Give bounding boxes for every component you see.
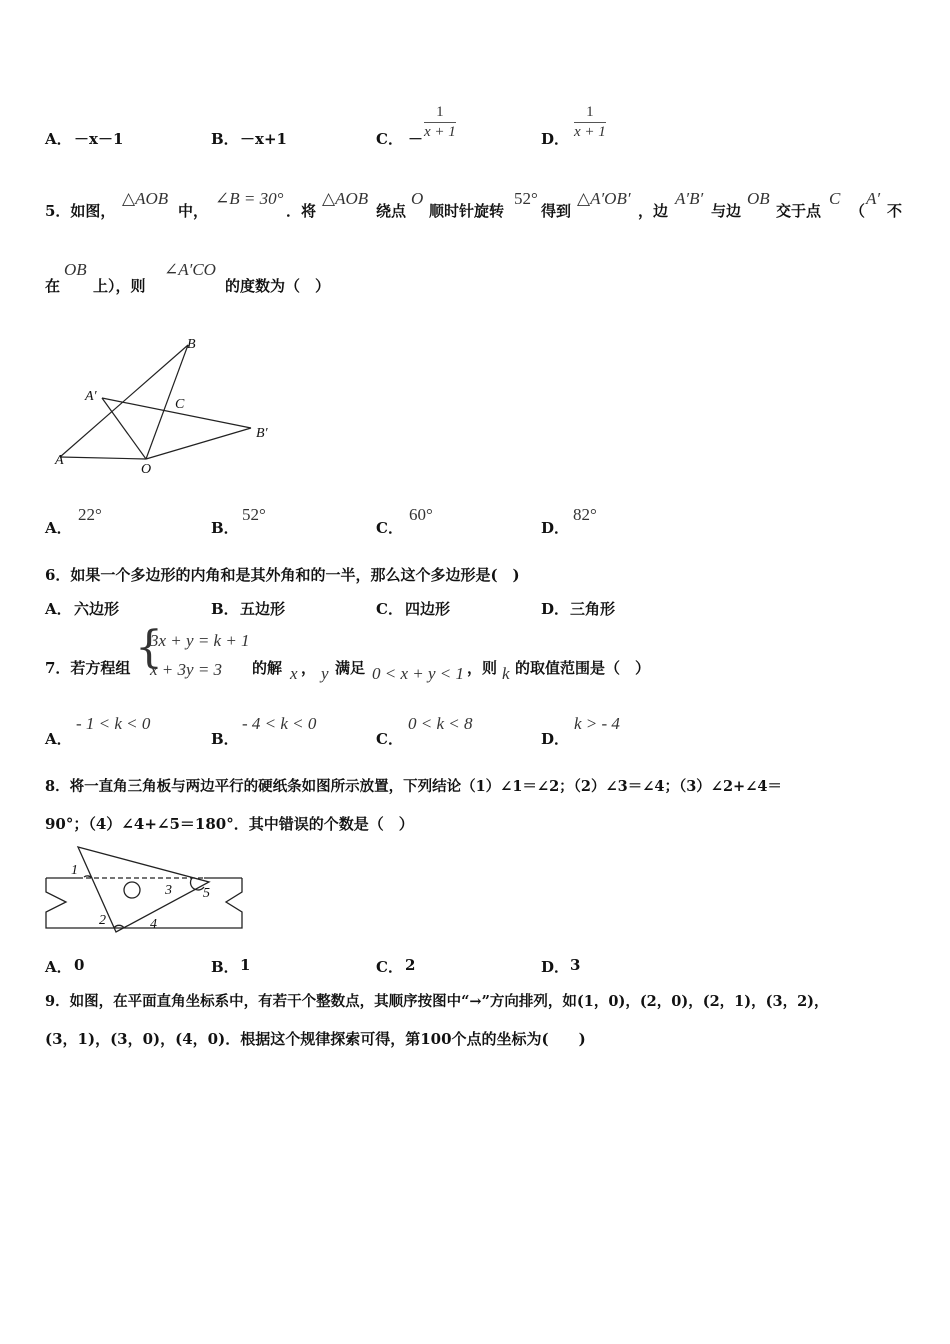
q7-option-b-value: - 4 < k < 0	[242, 714, 317, 733]
q7-equation-2: x + 3y = 3	[150, 660, 223, 679]
q4-option-a-label[interactable]: A．	[45, 130, 72, 148]
set-square-hole	[124, 882, 140, 898]
q7-option-a-value: - 1 < k < 0	[76, 714, 151, 733]
fraction-denominator: x + 1	[574, 124, 606, 140]
q8-option-d-value: 3	[570, 956, 581, 974]
point-label-B: B	[187, 337, 196, 352]
q9-text-line-2: (3，1)，(3，0)，(4，0)．根据这个规律探索可得，第100个点的坐标为( )	[45, 1030, 586, 1048]
q8-option-b-label[interactable]: B．	[211, 958, 239, 976]
q8-text-line-1: 8．将一直角三角板与两边平行的硬纸条如图所示放置，下列结论（1）∠1＝∠2；（2）∠3＝∠4；（3）∠2+∠4＝	[45, 778, 782, 795]
q4-option-a-value: －x－1	[74, 130, 124, 148]
q5-math: C	[829, 189, 841, 208]
point-label-O: O	[141, 462, 152, 477]
q5-text: 不	[887, 202, 903, 220]
segment-AO	[60, 457, 146, 459]
q4-option-d-fraction	[574, 104, 606, 141]
q5-text: 得到	[541, 202, 572, 220]
paper-strip	[46, 878, 242, 928]
q7-math: y	[321, 664, 329, 683]
q5-text: 在	[45, 277, 61, 295]
q5-text: 顺时针旋转	[429, 202, 505, 220]
q7-text: 的取值范围是（ ）	[515, 659, 651, 677]
q5-math: 52°	[514, 189, 538, 208]
q7-option-c-label[interactable]: C．	[376, 730, 403, 748]
q6-option-b-value: 五边形	[240, 600, 286, 618]
q7-math: k	[502, 664, 510, 683]
fraction-denominator: x + 1	[424, 124, 456, 140]
q5-math: △AOB	[322, 189, 369, 208]
q4-option-d-label[interactable]: D．	[541, 130, 570, 148]
q6-option-d-label[interactable]: D．	[541, 600, 570, 618]
q8-option-a-value: 0	[74, 956, 85, 974]
angle-label-4: 4	[150, 917, 157, 932]
q5-text: 中，	[178, 202, 209, 220]
q7-text: 7．若方程组	[45, 659, 131, 677]
q4-option-c-fraction	[424, 104, 456, 141]
q8-option-a-label[interactable]: A．	[45, 958, 72, 976]
q7-math: 0 < x + y < 1	[372, 664, 465, 683]
q8-option-c-label[interactable]: C．	[376, 958, 403, 976]
q5-text: ．将	[286, 202, 317, 220]
q7-math: x	[290, 664, 298, 683]
q4-option-c-minus: －	[408, 130, 424, 148]
q6-option-c-label[interactable]: C．	[376, 600, 403, 618]
q7-text: 满足	[335, 659, 366, 677]
q7-text: 的解	[252, 659, 283, 677]
q5-math: △A′OB′	[577, 189, 631, 208]
segment-AB	[60, 345, 188, 457]
q7-option-b-label[interactable]: B．	[211, 730, 239, 748]
q8-text-line-2: 90°；（4）∠4+∠5＝180°．其中错误的个数是（ ）	[45, 815, 414, 833]
q4-option-b-label[interactable]: B．	[211, 130, 239, 148]
q7-text: ，	[301, 659, 317, 677]
q5-option-b-value: 52°	[242, 505, 266, 524]
q9-text-line-1: 9．如图，在平面直角坐标系中，有若干个整数点，其顺序按图中“→”方向排列，如(1，0)，(2，0)，(2，1)，(3，2)，	[45, 993, 829, 1010]
q5-option-d-label[interactable]: D．	[541, 519, 570, 537]
q6-option-c-value: 四边形	[405, 600, 451, 618]
angle-label-2: 2	[99, 913, 106, 928]
angle-label-5: 5	[203, 886, 210, 901]
angle-label-1: 1	[71, 863, 78, 878]
q5-math: A′	[866, 189, 881, 208]
q5-option-d-value: 82°	[573, 505, 597, 524]
angle-label-3: 3	[165, 883, 172, 898]
q5-option-c-label[interactable]: C．	[376, 519, 403, 537]
q8-option-b-value: 1	[240, 956, 251, 974]
q6-option-d-value: 三角形	[570, 600, 616, 618]
q4-option-c-label[interactable]: C．	[376, 130, 403, 148]
q5-text: 5．如图，	[45, 202, 116, 220]
q5-rotation-figure	[45, 330, 285, 480]
system-brace: {	[135, 622, 163, 673]
q6-option-a-value: 六边形	[74, 600, 120, 618]
q6-option-a-label[interactable]: A．	[45, 600, 72, 618]
segment-A1O	[102, 398, 146, 459]
q5-math: ∠A′CO	[164, 260, 216, 279]
q5-option-a-label[interactable]: A．	[45, 519, 72, 537]
q7-equation-1: 3x + y = k + 1	[150, 631, 250, 650]
q5-text: 与边	[711, 202, 742, 220]
q5-math: O	[411, 189, 424, 208]
q5-math: A′B′	[675, 189, 704, 208]
q5-option-a-value: 22°	[78, 505, 102, 524]
q7-option-a-label[interactable]: A．	[45, 730, 72, 748]
q5-math: OB	[64, 260, 87, 279]
q5-text: ，边	[638, 202, 669, 220]
segment-OB1	[146, 428, 251, 459]
fraction-numerator: 1	[574, 104, 606, 123]
point-label-B-prime: B′	[256, 426, 268, 441]
q5-option-c-value: 60°	[409, 505, 433, 524]
q6-option-b-label[interactable]: B．	[211, 600, 239, 618]
q5-option-b-label[interactable]: B．	[211, 519, 239, 537]
q5-math: △AOB	[122, 189, 169, 208]
q5-text: （	[850, 202, 866, 220]
q8-triangle-strip-figure	[44, 842, 250, 934]
q7-option-d-label[interactable]: D．	[541, 730, 570, 748]
q5-math: OB	[747, 189, 770, 208]
q7-option-c-value: 0 < k < 8	[408, 714, 473, 733]
q8-option-c-value: 2	[405, 956, 416, 974]
q6-text: 6．如果一个多边形的内角和是其外角和的一半，那么这个多边形是( )	[45, 566, 520, 584]
q8-option-d-label[interactable]: D．	[541, 958, 570, 976]
q4-option-b-value: －x+1	[240, 130, 287, 148]
set-square-triangle	[78, 847, 209, 932]
point-label-C: C	[175, 397, 185, 412]
q7-option-d-value: k > - 4	[574, 714, 620, 733]
q5-text: 交于点	[776, 202, 822, 220]
point-label-A-prime: A′	[85, 389, 97, 404]
q5-text: 上），则	[93, 277, 146, 295]
q7-text: ，则	[467, 659, 498, 677]
q5-math: ∠B = 30°	[215, 189, 284, 208]
fraction-numerator: 1	[424, 104, 456, 123]
point-label-A: A	[55, 453, 64, 468]
q5-text: 绕点	[376, 202, 407, 220]
q5-text: 的度数为（ ）	[225, 277, 331, 295]
